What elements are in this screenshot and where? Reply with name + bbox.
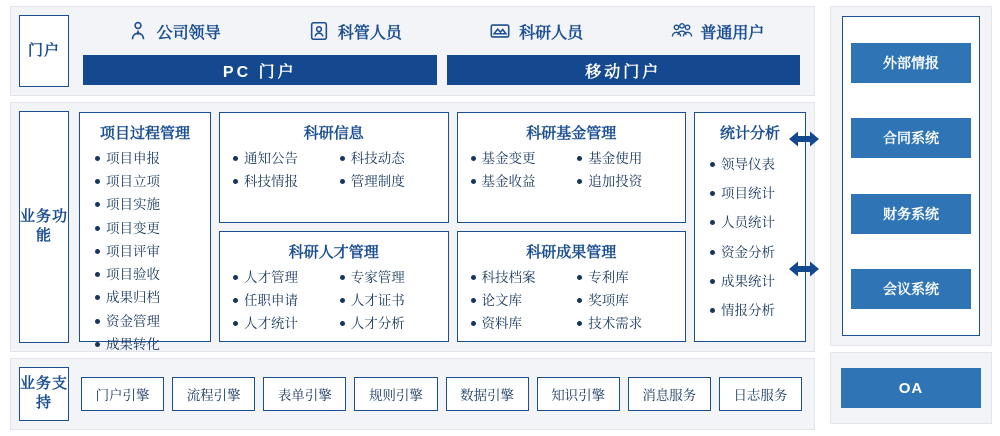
list-item[interactable]: 资料库: [468, 315, 575, 333]
role-label: 公司领导: [156, 24, 221, 42]
list-item[interactable]: 资金管理: [92, 313, 206, 331]
portal-band-body: [69, 7, 814, 95]
user-tie-icon: [127, 20, 149, 42]
engine-rule[interactable]: 规则引擎: [354, 377, 437, 411]
list-item[interactable]: 科技动态: [337, 150, 444, 168]
list-item[interactable]: 项目变更: [92, 220, 206, 238]
list-item[interactable]: 技术需求: [574, 315, 681, 333]
fund-manage-list-left: [468, 150, 575, 191]
portal-band: [10, 6, 815, 96]
engine-data[interactable]: 数据引擎: [446, 377, 529, 411]
list-item[interactable]: 成果归档: [92, 289, 206, 307]
list-item[interactable]: 成果统计: [707, 273, 801, 291]
research-info-lists: [224, 150, 444, 191]
list-item[interactable]: 成果转化: [92, 336, 206, 354]
service-message[interactable]: 消息服务: [628, 377, 711, 411]
achievement-manage-list-left: [468, 269, 575, 334]
list-item[interactable]: 基金收益: [468, 173, 575, 191]
list-item[interactable]: 项目统计: [707, 185, 801, 203]
list-item[interactable]: 资金分析: [707, 244, 801, 262]
list-item[interactable]: 论文库: [468, 292, 575, 310]
card-research-info[interactable]: [219, 112, 449, 223]
engine-portal[interactable]: 门户引擎: [81, 377, 164, 411]
microscope-icon: [489, 20, 511, 42]
middle-card-column: [219, 112, 686, 342]
support-band-body: [69, 359, 814, 429]
role-row: [69, 7, 814, 55]
list-item[interactable]: 领导仪表: [707, 156, 801, 174]
list-item[interactable]: 人员统计: [707, 214, 801, 232]
card-title: 科研基金管理: [526, 125, 617, 142]
system-meeting[interactable]: 会议系统: [851, 269, 971, 309]
card-talent-manage[interactable]: [219, 231, 449, 342]
role-research-admin[interactable]: [264, 20, 445, 43]
card-achievement-manage[interactable]: [457, 231, 687, 342]
fund-manage-list-right: [574, 150, 681, 191]
list-item[interactable]: 通知公告: [230, 150, 337, 168]
engine-list: [69, 359, 814, 429]
portal-band-label: 门户: [19, 15, 69, 87]
card-project-process[interactable]: [79, 112, 211, 352]
service-log[interactable]: 日志服务: [719, 377, 802, 411]
list-item[interactable]: 管理制度: [337, 173, 444, 191]
pc-portal-button[interactable]: PC 门户: [83, 55, 437, 85]
project-process-list: [84, 150, 206, 354]
research-info-list-right: [337, 150, 444, 191]
external-systems-band: [830, 6, 992, 346]
card-fund-manage[interactable]: [457, 112, 687, 223]
role-researcher[interactable]: [446, 20, 627, 43]
function-band: [10, 102, 815, 352]
middle-card-row-bottom: [219, 231, 686, 342]
card-title: 科研信息: [303, 125, 364, 142]
list-item[interactable]: 科技情报: [230, 173, 337, 191]
list-item[interactable]: 项目立项: [92, 173, 206, 191]
list-item[interactable]: 人才分析: [337, 315, 444, 333]
achievement-manage-lists: [462, 269, 682, 334]
list-item[interactable]: 专利库: [574, 269, 681, 287]
function-band-label: 业务功能: [19, 111, 69, 343]
list-item[interactable]: 项目申报: [92, 150, 206, 168]
list-item[interactable]: 追加投资: [574, 173, 681, 191]
list-item[interactable]: 专家管理: [337, 269, 444, 287]
list-item[interactable]: 项目验收: [92, 266, 206, 284]
card-title: 科研人才管理: [288, 244, 379, 261]
list-item[interactable]: 人才证书: [337, 292, 444, 310]
engine-form[interactable]: 表单引擎: [263, 377, 346, 411]
external-systems-panel: [842, 16, 980, 336]
support-band-label: 业务支持: [19, 367, 69, 421]
engine-process[interactable]: 流程引擎: [172, 377, 255, 411]
role-label: 普通用户: [700, 24, 765, 42]
statistics-list: [699, 156, 801, 320]
list-item[interactable]: 奖项库: [574, 292, 681, 310]
list-item[interactable]: 基金变更: [468, 150, 575, 168]
list-item[interactable]: 任职申请: [230, 292, 337, 310]
system-external-intel[interactable]: 外部情报: [851, 43, 971, 83]
list-item[interactable]: 情报分析: [707, 302, 801, 320]
users-group-icon: [670, 20, 692, 42]
list-item[interactable]: 人才统计: [230, 315, 337, 333]
list-item[interactable]: 科技档案: [468, 269, 575, 287]
engine-knowledge[interactable]: 知识引擎: [537, 377, 620, 411]
id-badge-icon: [308, 20, 330, 42]
role-label: 科管人员: [337, 24, 402, 42]
left-stack: [10, 6, 815, 430]
system-oa[interactable]: OA: [841, 368, 981, 408]
research-info-list-left: [230, 150, 337, 191]
card-title: 项目过程管理: [99, 125, 190, 142]
portal-buttons: [69, 55, 814, 85]
role-company-leader[interactable]: [83, 20, 264, 43]
function-card-grid: [79, 112, 806, 352]
talent-manage-lists: [224, 269, 444, 334]
card-title: 科研成果管理: [526, 244, 617, 261]
oa-band: [830, 352, 992, 424]
role-normal-user[interactable]: [627, 20, 808, 43]
achievement-manage-list-right: [574, 269, 681, 334]
fund-manage-lists: [462, 150, 682, 191]
list-item[interactable]: 人才管理: [230, 269, 337, 287]
card-title: 统计分析: [719, 125, 780, 142]
talent-manage-list-right: [337, 269, 444, 334]
list-item[interactable]: 基金使用: [574, 150, 681, 168]
exchange-arrow-bottom: [787, 258, 821, 280]
list-item[interactable]: 项目评审: [92, 243, 206, 261]
exchange-arrow-top: [787, 128, 821, 150]
talent-manage-list-left: [230, 269, 337, 334]
function-band-body: [69, 103, 814, 351]
system-contract[interactable]: 合同系统: [851, 118, 971, 158]
role-label: 科研人员: [519, 24, 584, 42]
list-item[interactable]: 项目实施: [92, 196, 206, 214]
mobile-portal-button[interactable]: 移动门户: [447, 55, 801, 85]
middle-card-row-top: [219, 112, 686, 223]
system-finance[interactable]: 财务系统: [851, 194, 971, 234]
support-band: [10, 358, 815, 430]
